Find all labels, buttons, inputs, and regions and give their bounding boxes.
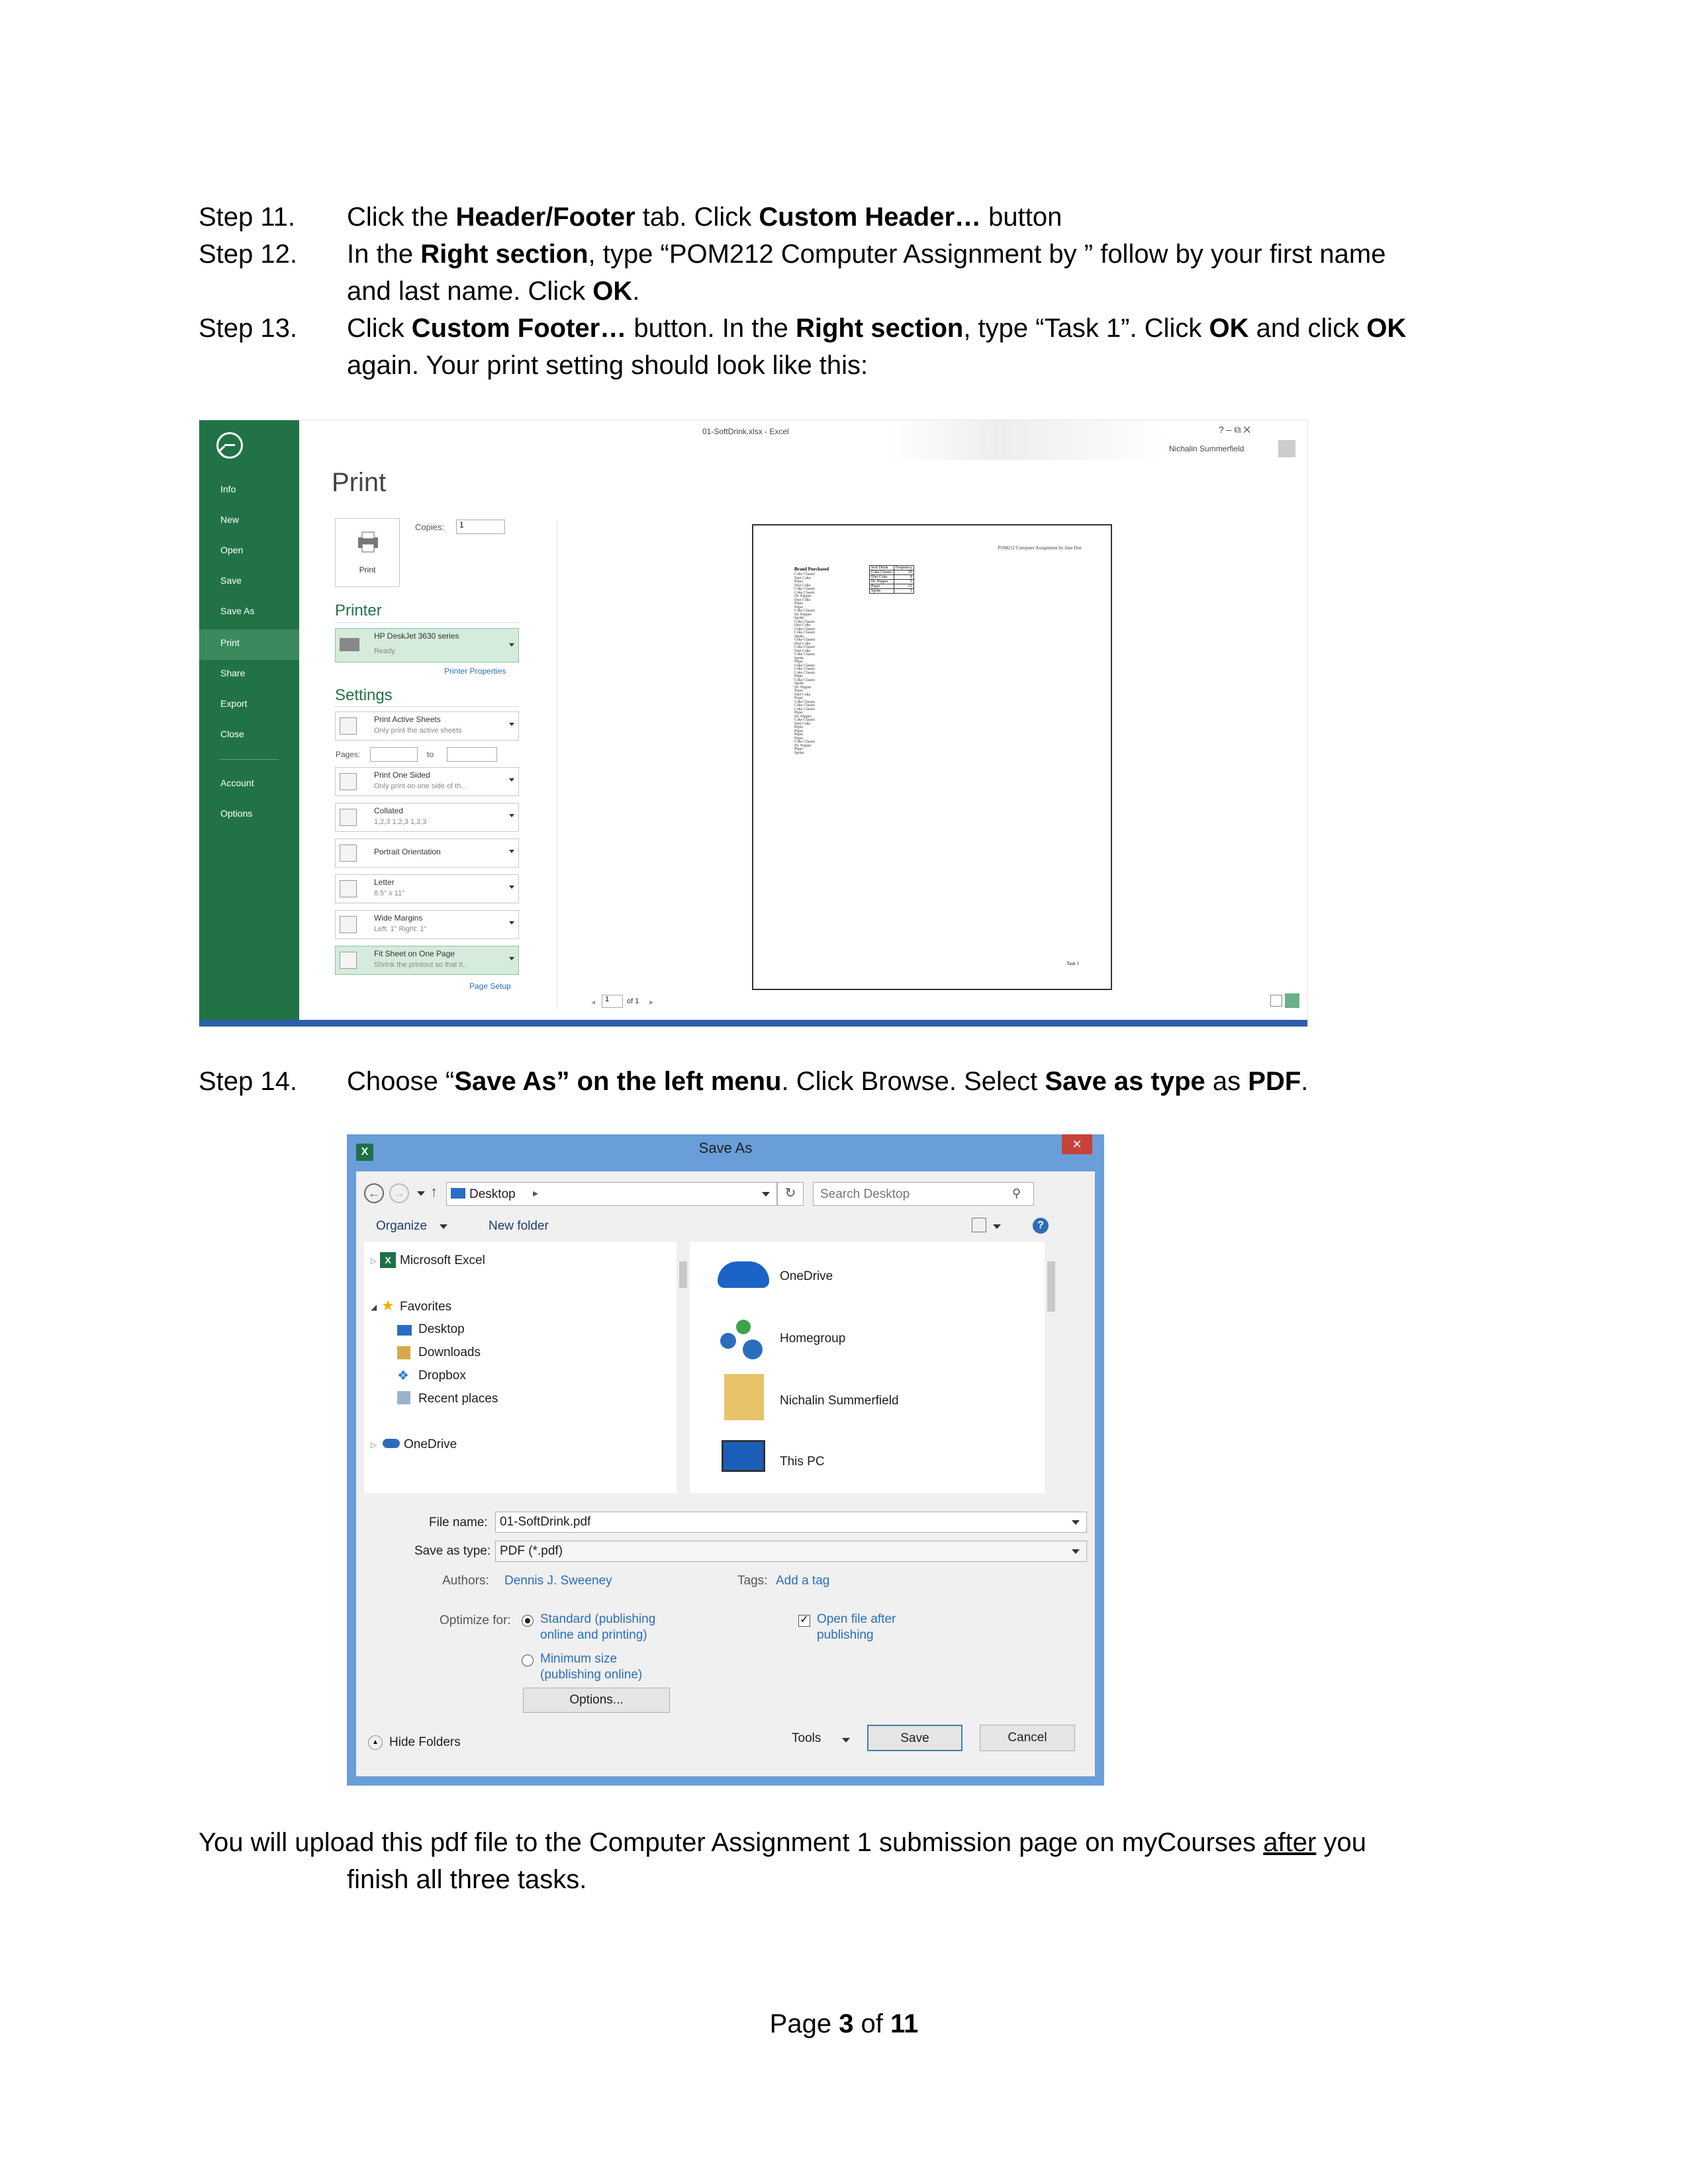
window-controls[interactable]: ? – ⧉ ✕ [1219,424,1250,435]
chevron-down-icon[interactable] [417,1191,425,1196]
step-text [347,236,1499,310]
setting-title: Wide Margins [374,913,423,923]
preview-row: Coke Classic [794,670,816,675]
preview-row: Pepsi [794,733,804,737]
chevron-down-icon [509,921,514,925]
radio-standard-label-1[interactable]: Standard (publishing [540,1612,656,1626]
text: as [1205,1067,1248,1096]
preview-row: Pepsi [794,747,804,751]
text: . Click Browse. Select [781,1067,1045,1096]
printer-icon [355,531,381,553]
chevron-down-icon [509,778,514,782]
chevron-down-icon [509,886,514,889]
printer-name: HP DeskJet 3630 series [374,631,459,641]
preview-row: Coke Classic [794,572,816,576]
sidebar-item-print[interactable]: Print [220,637,240,648]
preview-row: Diet Coke [794,623,811,627]
collate-icon [340,809,357,826]
copies-input[interactable]: 1 [456,520,505,534]
printer-status: Ready [374,647,395,655]
prev-page-icon[interactable]: ◂ [591,997,596,1007]
setting-title: Fit Sheet on One Page [374,949,455,958]
preview-row: Coke Classic [794,609,816,613]
table-cell: 19 [894,570,914,575]
printer-heading: Printer [335,602,382,619]
save-type-label: Save as type: [414,1544,491,1558]
preview-row: Coke Classic [794,619,816,624]
radio-dot [525,1618,530,1623]
text: again. Your print setting should look like this: [347,351,868,380]
radio-minimum-label-2[interactable]: (publishing online) [540,1668,643,1682]
preview-row: Dr. Pepper [794,714,812,719]
step-text [347,310,1499,384]
nav-item-dropbox[interactable]: Dropbox [418,1369,466,1383]
scrollbar-thumb[interactable] [1047,1261,1055,1312]
open-after-label-1[interactable]: Open file after [817,1612,896,1626]
bold-text: OK [592,277,633,306]
save-as-dialog [347,1134,1104,1786]
hide-folders-button[interactable]: Hide Folders [389,1735,461,1749]
printer-icon [340,638,359,651]
table-cell: Pepsi [870,584,894,589]
address-location: Desktop [469,1187,516,1201]
preview-row: Diet Coke [794,576,811,580]
setting-title: Print Active Sheets [374,715,441,724]
setting-subtitle: 1,2,3 1,2,3 1,2,3 [374,818,427,826]
setting-collation[interactable] [335,803,519,832]
radio-minimum-label-1[interactable]: Minimum size [540,1652,618,1666]
preview-row: Diet Coke [794,641,811,646]
closing-paragraph [199,1824,1509,1898]
title-decoration [888,420,1166,460]
text: finish all three tasks. [347,1865,587,1894]
expand-icon[interactable]: ▷ [371,1256,377,1265]
text: and click [1248,314,1367,343]
homegroup-icon [720,1320,767,1359]
text: button. In the [626,314,796,343]
preview-row: Coke Classic [794,678,816,682]
preview-row: Coke Classic [794,627,816,631]
new-folder-button[interactable]: New folder [489,1219,549,1233]
dialog-title: Save As [698,1140,753,1156]
text: Click the [347,203,456,232]
cancel-button[interactable]: Cancel [980,1725,1075,1751]
item-onedrive[interactable]: OneDrive [780,1269,833,1283]
tags-label: Tags: [737,1574,768,1588]
back-icon[interactable]: ← [364,1183,384,1203]
table-header: Soft Drink [870,566,894,570]
text: . [1301,1067,1309,1096]
nav-item-recent-places[interactable]: Recent places [418,1392,498,1406]
bold-text: Save As” on the left menu [454,1067,782,1096]
desktop-icon [451,1188,465,1199]
table-cell: Diet Coke [870,575,894,580]
preview-row: Coke Classic [794,704,816,707]
text: . [632,277,640,306]
chevron-up-icon[interactable]: ▲ [368,1735,383,1750]
sidebar-item-share[interactable]: Share [220,668,246,678]
sidebar-item-close[interactable]: Close [220,729,244,739]
search-input[interactable] [813,1182,1034,1206]
address-bar[interactable] [446,1182,777,1206]
desktop-icon [397,1325,412,1336]
nav-item-downloads[interactable]: Downloads [418,1345,481,1359]
step-number: Step 14. [199,1067,298,1096]
view-options-icon[interactable] [972,1218,986,1232]
setting-title: Print One Sided [374,770,430,780]
preview-row: Coke Classic [794,631,816,635]
sidebar-item-new[interactable]: New [220,514,240,525]
chevron-down-icon [509,643,514,647]
star-icon: ★ [381,1297,395,1314]
save-type-select[interactable] [495,1541,1087,1562]
chevron-down-icon [509,814,514,817]
open-after-checkbox[interactable]: ✓ [798,1615,810,1627]
page-total: 11 [890,2009,919,2038]
help-icon[interactable]: ? [1033,1218,1049,1234]
pages-from-input[interactable] [370,747,418,762]
recent-places-icon [397,1391,410,1404]
bold-text: PDF [1248,1067,1301,1096]
page-count: of 1 [627,997,639,1005]
text: , type “POM212 Computer Assignment by ” follow by your first name [588,240,1386,269]
show-margins-icon[interactable] [1270,995,1282,1007]
text: button [981,203,1062,232]
chevron-down-icon[interactable] [762,1192,770,1197]
preview-row: Coke Classic [794,645,816,649]
downloads-icon [397,1346,410,1359]
bold-text: Custom Footer… [411,314,627,343]
preview-row: Dr. Pepper [794,612,812,617]
preview-row: Pepsi [794,689,804,693]
page-icon [340,773,357,790]
item-this-pc[interactable]: This PC [780,1455,825,1469]
user-folder-icon [724,1374,764,1420]
divider [335,706,519,707]
preview-row: Coke Classic [794,587,816,591]
preview-row: Pepsi [794,696,804,700]
preview-row: Pepsi [794,660,804,664]
setting-margins[interactable] [335,910,519,939]
setting-title: Portrait Orientation [374,847,441,856]
step-11 [0,199,1688,238]
selected-indicator [199,629,299,660]
text: and last name. Click [347,277,593,306]
print-label: Print [359,565,376,574]
text: Choose “ [347,1067,455,1096]
preview-row: Diet Coke [794,598,811,602]
sidebar-item-export[interactable]: Export [220,698,248,709]
chevron-down-icon [509,723,514,726]
preview-footer: Task 1 [1066,961,1079,966]
chevron-down-icon[interactable] [1072,1520,1080,1525]
divider [335,622,519,623]
preview-row: Pepsi [794,711,804,715]
preview-row: Sprite [794,634,804,639]
setting-sides[interactable] [335,767,519,796]
preview-row: Pepsi [794,729,804,733]
step-number: Step 13. [199,314,298,343]
sidebar-item-options[interactable]: Options [220,808,253,819]
save-button[interactable]: Save [867,1725,962,1751]
chevron-down-icon[interactable] [440,1224,447,1229]
bold-text: OK [1366,314,1407,343]
excel-icon: X [380,1252,396,1268]
preview-row: Sprite [794,751,804,755]
portrait-icon [340,844,357,862]
sidebar-item-save[interactable]: Save [220,575,242,586]
table-cell: 5 [894,589,914,594]
preview-row: Coke Classic [794,740,816,744]
preview-row: Pepsi [794,674,804,678]
preview-column-header: Brand Purchased [794,567,829,572]
setting-title: Letter [374,878,395,887]
bold-text: Save as type [1045,1067,1205,1096]
tags-value[interactable]: Add a tag [776,1574,830,1588]
backstage-sidebar [199,420,299,1026]
preview-row: Diet Coke [794,583,811,588]
nav-item-microsoft-excel[interactable]: Microsoft Excel [400,1253,485,1267]
options-button[interactable]: Options... [523,1688,670,1713]
table-cell: 8 [894,575,914,580]
page-heading: Print [332,468,387,497]
collapse-icon[interactable]: ◢ [371,1302,377,1312]
print-button[interactable] [335,518,400,587]
preview-row: Sprite [794,616,804,620]
preview-row: Pepsi [794,725,804,729]
pages-to-input[interactable] [447,747,497,762]
underlined-text: after [1263,1828,1317,1857]
table-cell: Coke Classic [870,570,894,575]
dropbox-icon: ❖ [397,1369,409,1383]
save-type-value: PDF (*.pdf) [500,1544,563,1558]
dialog-body [356,1171,1095,1776]
content-pane [691,1242,1045,1493]
preview-row: Pepsi [794,580,804,584]
text: tab. Click [635,203,759,232]
user-name[interactable]: Nichalin Summerfield [1169,444,1244,453]
authors-label: Authors: [442,1574,489,1588]
text: of [853,2009,891,2038]
navigation-pane [364,1242,695,1493]
step-12 [0,236,1688,310]
setting-print-active-sheets[interactable] [335,711,519,741]
preview-row: Diet Coke [794,721,811,726]
setting-scaling[interactable] [335,946,519,975]
onedrive-icon [383,1439,400,1448]
excel-logo-icon: X [356,1144,373,1161]
expand-icon[interactable]: ▷ [371,1440,377,1449]
onedrive-icon [718,1261,769,1288]
page-setup-link[interactable]: Page Setup [469,981,511,991]
table-cell: Sprite [870,589,894,594]
setting-subtitle: Left: 1" Right: 1" [374,925,427,933]
bold-text: Custom Header… [759,203,982,232]
bold-text: Header/Footer [455,203,635,232]
fit-icon [340,952,357,969]
tools-button[interactable]: Tools [792,1731,821,1745]
paper-icon [340,880,357,897]
preview-row: Diet Coke [794,692,811,697]
sidebar-item-info[interactable]: Info [220,484,236,494]
window-title: 01-SoftDrink.xlsx - Excel [702,427,789,436]
preview-row: Dr. Pepper [794,594,812,598]
table-cell: 13 [894,584,914,589]
item-homegroup[interactable]: Homegroup [780,1332,846,1345]
file-name-input[interactable] [495,1512,1087,1533]
nav-item-onedrive[interactable]: OneDrive [404,1437,457,1451]
text: Click [347,314,412,343]
search-icon: ⚲ [1012,1187,1021,1200]
setting-subtitle: Only print on one side of th... [374,782,467,790]
preview-header: POM212 Computer Assignment by Jane Doe [998,545,1082,551]
preview-data-list [794,573,841,755]
print-preview-page [752,524,1112,990]
preview-row: Diet Coke [794,649,811,653]
radio-minimum[interactable] [522,1655,534,1666]
chevron-down-icon[interactable] [842,1738,850,1743]
chevron-down-icon [509,850,514,853]
taskbar-strip [199,1020,1307,1026]
divider [219,759,279,760]
excel-print-screenshot [199,420,1308,1027]
bold-text: Right section [420,240,588,269]
file-name-label: File name: [429,1516,488,1529]
step-text [347,199,1499,236]
sidebar-item-save-as[interactable]: Save As [220,606,255,616]
sheet-icon [340,717,357,735]
text: You will upload this pdf file to the Computer Assignment 1 submission page on myCourses [199,1828,1264,1857]
preview-row: Coke Classic [794,590,816,595]
table-header: Frequency [894,566,914,570]
preview-frequency-table [869,565,914,594]
preview-row: Sprite [794,656,804,660]
bold-text: Right section [795,314,964,343]
close-button[interactable]: ✕ [1062,1134,1092,1154]
preview-row: Coke Classic [794,663,816,668]
radio-standard[interactable] [522,1615,534,1627]
authors-value[interactable]: Dennis J. Sweeney [504,1574,612,1588]
setting-paper-size[interactable] [335,874,519,903]
computer-icon [722,1440,765,1472]
chevron-down-icon [509,957,514,960]
preview-row: Dr. Pepper [794,685,812,690]
preview-row: Coke Classic [794,653,816,657]
pages-label: Pages: [336,750,361,759]
zoom-to-page-icon[interactable] [1285,993,1299,1008]
step-text [347,1063,1499,1100]
up-icon[interactable]: ↑ [430,1183,438,1200]
preview-row: Coke Classic [794,700,816,704]
preview-row: Pepsi [794,736,804,741]
preview-row: Coke Classic [794,667,816,671]
open-after-label-2[interactable]: publishing [817,1628,874,1642]
text: you [1316,1828,1366,1857]
forward-icon[interactable]: → [389,1183,409,1203]
next-page-icon[interactable]: ▸ [649,997,654,1007]
table-cell: 5 [894,580,914,584]
sidebar-item-account[interactable]: Account [220,778,254,788]
page-number-input[interactable]: 1 [602,995,623,1008]
chevron-down-icon[interactable] [1072,1549,1080,1554]
page-footer [0,2009,1688,2039]
setting-title: Collated [374,806,404,815]
preview-row: Pepsi [794,605,804,610]
printer-properties-link[interactable]: Printer Properties [444,666,506,676]
nav-scrollbar[interactable] [677,1242,690,1493]
back-arrow-icon[interactable] [216,432,243,459]
printer-select[interactable] [335,628,519,662]
organize-button[interactable]: Organize [376,1219,428,1233]
settings-heading: Settings [335,686,393,704]
refresh-icon[interactable]: ↻ [777,1182,804,1206]
preview-row: Coke Classic [794,718,816,722]
optimize-label: Optimize for: [440,1614,511,1627]
step-14 [0,1063,1688,1103]
item-user-folder[interactable]: Nichalin Summerfield [780,1394,899,1408]
chevron-down-icon[interactable] [993,1224,1001,1229]
setting-subtitle: Shrink the printout so that it... [374,961,469,969]
setting-subtitle: Only print the active sheets [374,727,462,735]
nav-item-desktop[interactable]: Desktop [418,1322,465,1336]
search-placeholder: Search Desktop [820,1187,910,1201]
preview-row: Coke Classic [794,638,816,642]
preview-row: Sprite [794,682,804,686]
margins-icon [340,916,357,933]
scrollbar-thumb[interactable] [679,1261,687,1288]
table-cell: Dr. Pepper [870,580,894,584]
content-scrollbar[interactable] [1045,1242,1058,1493]
preview-row: Dr. Pepper [794,743,812,748]
radio-standard-label-2[interactable]: online and printing) [540,1628,647,1642]
copies-label: Copies: [415,522,445,532]
setting-orientation[interactable] [335,839,519,868]
step-number: Step 11. [199,203,296,232]
text: Page [769,2009,839,2038]
bold-text: OK [1209,314,1249,343]
preview-row: Pepsi [794,602,804,606]
preview-row: Coke Classic [794,707,816,711]
page-number: 3 [839,2009,854,2038]
file-name-value: 01-SoftDrink.pdf [500,1515,591,1529]
avatar[interactable] [1278,440,1295,457]
text: , type “Task 1”. Click [963,314,1209,343]
pages-to-label: to [427,750,434,759]
text: In the [347,240,421,269]
step-number: Step 12. [199,240,298,269]
chevron-right-icon: ▸ [533,1188,539,1199]
sidebar-item-open[interactable]: Open [220,545,244,555]
step-13 [0,310,1688,384]
nav-item-favorites[interactable]: Favorites [400,1300,452,1314]
setting-subtitle: 8.5" x 11" [374,889,405,897]
